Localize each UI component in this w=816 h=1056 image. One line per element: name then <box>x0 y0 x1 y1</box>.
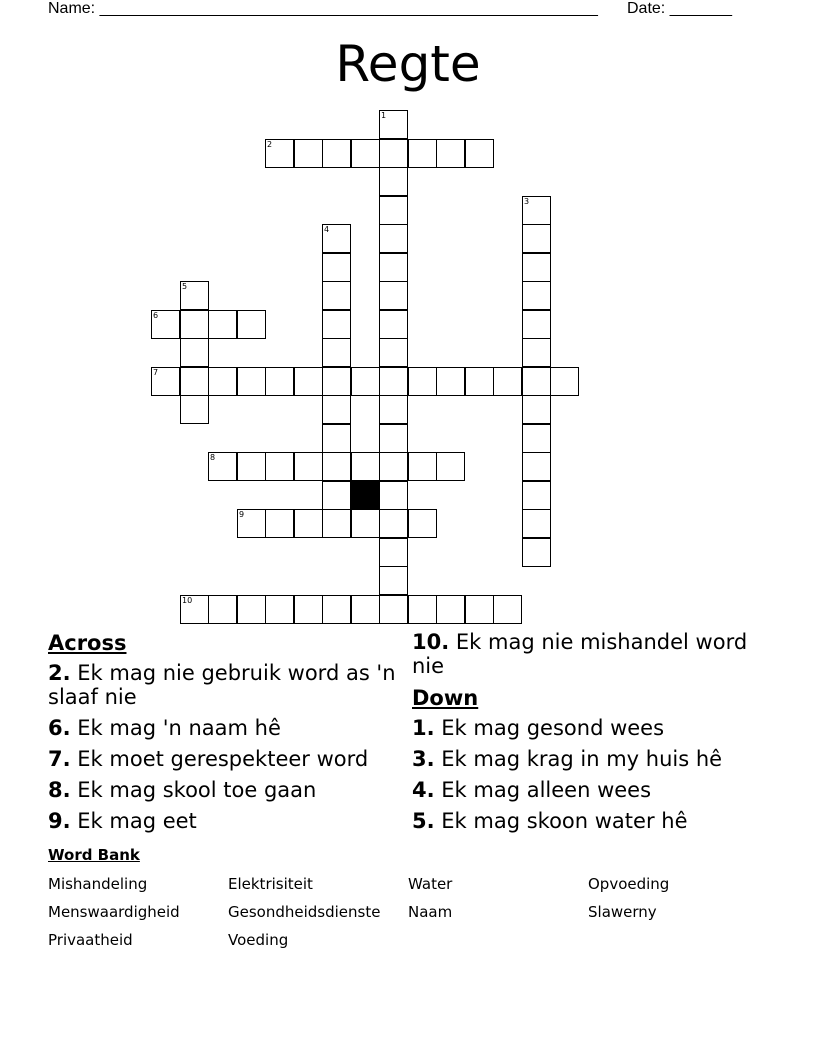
crossword-cell[interactable] <box>180 310 209 339</box>
crossword-cell[interactable] <box>522 509 551 538</box>
crossword-cell[interactable] <box>322 395 351 424</box>
clue-down-3 <box>412 747 782 771</box>
crossword-cell[interactable] <box>208 595 237 624</box>
cell-number: 5 <box>182 282 188 291</box>
word-bank-item: Privaatheid <box>48 931 133 949</box>
crossword-cell[interactable] <box>237 452 266 481</box>
clue-number: 6. <box>48 716 71 740</box>
word-bank-item: Menswaardigheid <box>48 903 180 921</box>
crossword-cell[interactable] <box>379 395 408 424</box>
cell-number: 4 <box>324 225 330 234</box>
clue-across-6 <box>48 716 398 740</box>
crossword-cell[interactable] <box>379 281 408 310</box>
crossword-cell[interactable] <box>322 481 351 510</box>
crossword-cell[interactable] <box>151 367 180 396</box>
cell-number: 7 <box>153 368 159 377</box>
crossword-cell[interactable] <box>493 595 522 624</box>
crossword-cell[interactable] <box>379 224 408 253</box>
clue-number: 3. <box>412 747 435 771</box>
crossword-cell[interactable] <box>351 139 380 168</box>
crossword-cell[interactable] <box>237 310 266 339</box>
clue-number: 1. <box>412 716 435 740</box>
clue-down-5 <box>412 809 782 833</box>
clue-number: 8. <box>48 778 71 802</box>
word-bank-item: Naam <box>408 903 453 921</box>
name-line: Name: ________________________________________________________ <box>48 0 598 17</box>
clue-text: Ek mag skool toe gaan <box>77 778 317 802</box>
crossword-cell[interactable] <box>180 395 209 424</box>
crossword-cell[interactable] <box>465 367 494 396</box>
clue-number: 5. <box>412 809 435 833</box>
crossword-cell[interactable] <box>208 452 237 481</box>
crossword-cell[interactable] <box>522 253 551 282</box>
word-bank-item: Slawerny <box>588 903 657 921</box>
clue-number: 9. <box>48 809 71 833</box>
crossword-cell[interactable] <box>379 566 408 595</box>
crossword-cell[interactable] <box>436 595 465 624</box>
crossword-cell[interactable] <box>379 452 408 481</box>
crossword-cell[interactable] <box>550 367 579 396</box>
clue-across-10 <box>412 630 782 678</box>
crossword-cell[interactable] <box>379 595 408 624</box>
crossword-cell[interactable] <box>522 367 551 396</box>
crossword-cell[interactable] <box>522 452 551 481</box>
crossword-cell[interactable] <box>294 595 323 624</box>
crossword-cell[interactable] <box>408 509 437 538</box>
crossword-cell[interactable] <box>465 139 494 168</box>
crossword-cell[interactable] <box>436 367 465 396</box>
crossword-cell[interactable] <box>265 595 294 624</box>
clue-text: Ek mag gesond wees <box>441 716 665 740</box>
crossword-cell[interactable] <box>408 595 437 624</box>
clue-across-2 <box>48 661 398 709</box>
crossword-cell[interactable] <box>265 367 294 396</box>
cell-number: 3 <box>524 197 530 206</box>
crossword-cell[interactable] <box>379 538 408 567</box>
crossword-cell[interactable] <box>237 595 266 624</box>
clue-across-8 <box>48 778 398 802</box>
crossword-cell[interactable] <box>408 452 437 481</box>
crossword-cell[interactable] <box>322 139 351 168</box>
crossword-cell[interactable] <box>522 224 551 253</box>
crossword-cell[interactable] <box>322 281 351 310</box>
cell-number: 9 <box>239 510 245 519</box>
crossword-cell[interactable] <box>465 595 494 624</box>
clue-text: Ek mag krag in my huis hê <box>441 747 723 771</box>
crossword-cell[interactable] <box>237 367 266 396</box>
crossword-cell[interactable] <box>351 509 380 538</box>
crossword-cell[interactable] <box>294 452 323 481</box>
crossword-cell[interactable] <box>351 452 380 481</box>
clue-across-7 <box>48 747 398 771</box>
clue-text: Ek mag skoon water hê <box>441 809 688 833</box>
cell-number: 8 <box>210 453 216 462</box>
clue-text: Ek mag alleen wees <box>441 778 652 802</box>
cell-number: 6 <box>153 311 159 320</box>
crossword-cell[interactable] <box>522 196 551 225</box>
crossword-cell[interactable] <box>379 310 408 339</box>
word-bank-item: Mishandeling <box>48 875 148 893</box>
clue-down-4 <box>412 778 782 802</box>
clue-text: Ek mag nie mishandel word nie <box>412 630 748 678</box>
clue-text: Ek moet gerespekteer word <box>77 747 369 771</box>
clue-text: Ek mag eet <box>77 809 197 833</box>
crossword-cell[interactable] <box>180 595 209 624</box>
clue-number: 7. <box>48 747 71 771</box>
crossword-cell[interactable] <box>408 367 437 396</box>
crossword-cell[interactable] <box>436 139 465 168</box>
clues-right-column <box>412 630 782 840</box>
crossword-cell[interactable] <box>379 509 408 538</box>
date-line: Date: _______ <box>627 0 732 17</box>
crossword-cell[interactable] <box>522 424 551 453</box>
down-heading: Down <box>412 686 479 710</box>
cell-number: 2 <box>267 140 273 149</box>
crossword-cell[interactable] <box>379 367 408 396</box>
cell-number: 1 <box>381 111 387 120</box>
clues-left-column <box>48 630 398 840</box>
word-bank-item: Water <box>408 875 453 893</box>
crossword-cell[interactable] <box>208 367 237 396</box>
crossword-cell[interactable] <box>522 281 551 310</box>
crossword-cell[interactable] <box>180 367 209 396</box>
crossword-cell[interactable] <box>351 595 380 624</box>
crossword-cell[interactable] <box>322 424 351 453</box>
crossword-cell[interactable] <box>322 367 351 396</box>
word-bank-item: Opvoeding <box>588 875 670 893</box>
clue-number: 10. <box>412 630 450 654</box>
crossword-cell[interactable] <box>322 452 351 481</box>
crossword-cell[interactable] <box>237 509 266 538</box>
crossword-block <box>351 481 380 510</box>
crossword-cell[interactable] <box>522 338 551 367</box>
page-title: Regte <box>335 35 481 93</box>
crossword-cell[interactable] <box>379 110 408 139</box>
clue-text: Ek mag 'n naam hê <box>77 716 281 740</box>
crossword-cell[interactable] <box>265 452 294 481</box>
crossword-cell[interactable] <box>208 310 237 339</box>
crossword-cell[interactable] <box>294 509 323 538</box>
crossword-cell[interactable] <box>493 367 522 396</box>
clue-number: 4. <box>412 778 435 802</box>
word-bank-item: Gesondheidsdienste <box>228 903 381 921</box>
crossword-cell[interactable] <box>294 139 323 168</box>
crossword-cell[interactable] <box>151 310 180 339</box>
crossword-cell[interactable] <box>408 139 437 168</box>
crossword-cell[interactable] <box>322 224 351 253</box>
word-bank-title: Word Bank <box>48 846 140 864</box>
crossword-cell[interactable] <box>180 338 209 367</box>
across-heading: Across <box>48 631 127 655</box>
crossword-cell[interactable] <box>322 310 351 339</box>
crossword-cell[interactable] <box>522 538 551 567</box>
crossword-cell[interactable] <box>322 595 351 624</box>
clue-text: Ek mag nie gebruik word as 'n slaaf nie <box>48 661 396 709</box>
crossword-cell[interactable] <box>180 281 209 310</box>
crossword-cell[interactable] <box>379 167 408 196</box>
crossword-cell[interactable] <box>522 481 551 510</box>
word-bank-item: Elektrisiteit <box>228 875 313 893</box>
crossword-cell[interactable] <box>379 139 408 168</box>
crossword-cell[interactable] <box>522 310 551 339</box>
crossword-cell[interactable] <box>379 481 408 510</box>
crossword-cell[interactable] <box>379 424 408 453</box>
word-bank-item: Voeding <box>228 931 289 949</box>
crossword-cell[interactable] <box>351 367 380 396</box>
crossword-cell[interactable] <box>294 367 323 396</box>
crossword-cell[interactable] <box>436 452 465 481</box>
crossword-cell[interactable] <box>522 395 551 424</box>
crossword-cell[interactable] <box>265 509 294 538</box>
cell-number: 10 <box>182 596 193 605</box>
clue-down-1 <box>412 716 782 740</box>
crossword-cell[interactable] <box>265 139 294 168</box>
crossword-cell[interactable] <box>379 338 408 367</box>
crossword-cell[interactable] <box>322 338 351 367</box>
crossword-cell[interactable] <box>322 253 351 282</box>
clue-number: 2. <box>48 661 71 685</box>
crossword-cell[interactable] <box>379 196 408 225</box>
clue-across-9 <box>48 809 398 833</box>
crossword-cell[interactable] <box>379 253 408 282</box>
crossword-cell[interactable] <box>322 509 351 538</box>
